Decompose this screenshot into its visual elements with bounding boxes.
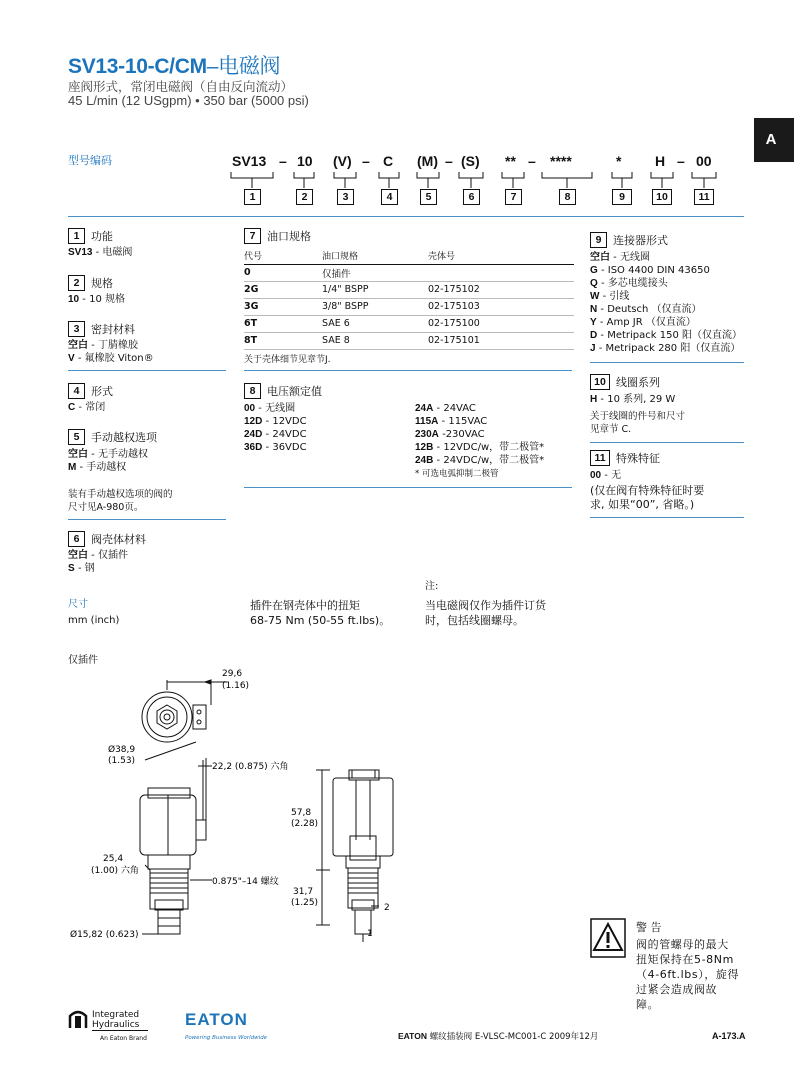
section-8-line: 36D - 36VDC <box>244 442 307 453</box>
table-header: 壳体号 <box>428 247 574 264</box>
divider <box>92 1030 148 1031</box>
table-row: 8T SAE 8 02-175101 <box>244 332 574 349</box>
code-dash: – <box>677 153 685 169</box>
warning-title: 警 告 <box>636 921 662 934</box>
divider <box>590 362 744 363</box>
table-row: 3G 3/8" BSPP 02-175103 <box>244 298 574 315</box>
port-2-label: 2 <box>384 903 390 913</box>
section-9-line: W - 引线 <box>590 291 630 302</box>
section-4-header: 4 形式 <box>68 383 113 399</box>
code-seg-seal: (V) <box>333 153 352 169</box>
section-9-line: Q - 多芯电缆接头 <box>590 278 668 289</box>
dim-height-1: 57,8 <box>291 808 312 818</box>
dim-thread: 0.875"–14 螺纹 <box>212 877 279 887</box>
section-6-line: 空白 - 仅插件 <box>68 550 128 561</box>
section-3-header: 3 密封材料 <box>68 321 135 337</box>
section-11-header: 11 特殊特征 <box>590 450 660 466</box>
section-3-line: V - 氟橡胶 Viton® <box>68 353 154 364</box>
code-dash: – <box>362 153 370 169</box>
port-1-label: 1 <box>367 929 373 939</box>
dim-hex-nut: 22,2 (0.875) 六角 <box>212 762 289 772</box>
table-row: 0 仅插件 <box>244 264 574 281</box>
table-header: 油口规格 <box>322 247 428 264</box>
divider <box>68 216 744 217</box>
drawing-label: 仅插件 <box>68 655 98 666</box>
section-8-line: 24D - 24VDC <box>244 429 307 440</box>
code-number-11: 11 <box>694 189 714 205</box>
subtitle-description: 座阀形式，常闭电磁阀（自由反向流动） <box>68 79 294 94</box>
section-5-line: 空白 - 无手动越权 <box>68 449 148 460</box>
section-5-header: 5 手动越权选项 <box>68 429 157 445</box>
code-seg-sv13: SV13 <box>232 153 267 169</box>
divider <box>68 370 226 371</box>
divider <box>590 517 744 518</box>
section-9-line: 空白 - 无线圈 <box>590 252 650 263</box>
section-1-header: 1 功能 <box>68 228 113 244</box>
code-number-4: 4 <box>381 189 398 205</box>
table-row: 2G 1/4" BSPP 02-175102 <box>244 281 574 298</box>
model-code-brackets <box>0 0 794 200</box>
section-2-line: 10 - 10 规格 <box>68 294 125 305</box>
section-8-line: 00 - 无线圈 <box>244 403 296 414</box>
code-seg-coil: H <box>655 153 666 169</box>
section-1-line: SV13 - 电磁阀 <box>68 247 133 258</box>
dim-top-value: 29,6 <box>222 669 243 679</box>
dim-hex-body-inch: (1.00) 六角 <box>91 866 139 876</box>
code-number-2: 2 <box>296 189 313 205</box>
section-6-line: S - 钢 <box>68 563 95 574</box>
model-code-label: 型号编码 <box>68 154 112 167</box>
section-6-header: 6 阀壳体材料 <box>68 531 146 547</box>
code-dash: – <box>279 153 287 169</box>
subtitle-spec: 45 L/min (12 USgpm) • 350 bar (5000 psi) <box>68 93 309 108</box>
section-10-header: 10 线圈系列 <box>590 374 660 390</box>
dimensions-label: 尺寸 <box>68 599 88 610</box>
section-11-line: 00 - 无 <box>590 470 622 481</box>
section-11-note: (仅在阀有特殊特征时要 求, 如果“00”, 省略。) <box>590 484 705 511</box>
code-dash: – <box>528 153 536 169</box>
warning-text: 阀的管螺母的最大 扭矩保持在5-8Nm （4-6ft.lbs），旋得 过紧会造成阀故 障。 <box>636 938 740 1011</box>
section-8-header: 8 电压额定值 <box>244 383 322 399</box>
section-9-line: D - Metripack 150 阳（仅直流） <box>590 330 742 341</box>
warning-icon <box>590 918 626 958</box>
table-header: 代号 <box>244 247 322 264</box>
dim-height-1-inch: (2.28) <box>291 819 319 829</box>
dim-diameter-bottom: Ø15,82 (0.623) <box>70 930 139 940</box>
section-8-note: * 可选电弧抑制二极管 <box>415 469 499 479</box>
section-8-line: 12B - 12VDC/w，带二极管* <box>415 442 545 453</box>
page-number: A-173.A <box>712 1031 746 1041</box>
dim-height-2: 31,7 <box>293 887 314 897</box>
section-9-line: G - ISO 4400 DIN 43650 <box>590 265 710 276</box>
section-8-line: 24B - 24VDC/w，带二极管* <box>415 455 545 466</box>
code-number-10: 10 <box>652 189 672 205</box>
section-7-note: 关于壳体细节见章节J. <box>244 355 331 365</box>
divider <box>68 519 226 520</box>
section-4-line: C - 常闭 <box>68 402 106 413</box>
code-seg-override: (M) <box>417 153 438 169</box>
section-10-note: 关于线圈的件号和尺寸 见章节 C. <box>590 411 686 435</box>
code-seg-port: ** <box>505 153 516 169</box>
divider <box>590 442 744 443</box>
code-seg-size: 10 <box>297 153 313 169</box>
section-2-header: 2 规格 <box>68 275 113 291</box>
integrated-hydraulics-logo-icon <box>68 1010 88 1030</box>
section-8-line: 24A - 24VAC <box>415 403 476 414</box>
section-7-header: 7 油口规格 <box>244 228 311 244</box>
section-8-line: 115A - 115VAC <box>415 416 488 427</box>
section-8-line: 230A -230VAC <box>415 429 485 440</box>
section-5-note: 装有手动越权选项的阀的 尺寸见A-980页。 <box>68 489 173 513</box>
divider <box>244 487 572 488</box>
eaton-tagline: Powering Business Worldwide <box>185 1035 268 1041</box>
section-9-line: J - Metripack 280 阳（仅直流） <box>590 343 741 354</box>
table-row: 6T SAE 6 02-175100 <box>244 315 574 332</box>
code-number-8: 8 <box>559 189 576 205</box>
dim-diameter: Ø38,9 <box>108 745 136 755</box>
section-10-line: H - 10 系列, 29 W <box>590 394 676 405</box>
section-9-line: Y - Amp JR （仅直流） <box>590 317 696 328</box>
code-number-9: 9 <box>612 189 632 205</box>
code-number-5: 5 <box>420 189 437 205</box>
integrated-hydraulics-logo: Integrated Hydraulics <box>92 1010 140 1030</box>
torque-note: 插件在钢壳体中的扭矩 68-75 Nm (50-55 ft.lbs)。 <box>250 599 391 627</box>
integrated-hydraulics-tagline: An Eaton Brand <box>100 1035 147 1042</box>
note-label: 注: <box>425 581 439 592</box>
section-3-line: 空白 - 丁腈橡胶 <box>68 340 138 351</box>
section-9-line: N - Deutsch （仅直流） <box>590 304 702 315</box>
section-8-line: 12D - 12VDC <box>244 416 307 427</box>
code-dash: – <box>445 153 453 169</box>
valve-drawing <box>0 660 480 950</box>
dim-diameter-inch: (1.53) <box>108 756 136 766</box>
page-title: SV13-10-C/CM–电磁阀 <box>68 55 281 78</box>
code-number-3: 3 <box>337 189 354 205</box>
note-text: 当电磁阀仅作为插件订货 时，包括线圈螺母。 <box>425 599 546 627</box>
code-seg-body: (S) <box>461 153 480 169</box>
code-seg-type: C <box>383 153 394 169</box>
dimensions-unit: mm (inch) <box>68 615 120 626</box>
code-seg-voltage: **** <box>550 153 572 169</box>
eaton-logo: EATON <box>185 1010 248 1029</box>
coil-outline-top <box>142 692 192 742</box>
port-size-table <box>244 247 574 350</box>
section-5-line: M - 手动越权 <box>68 462 127 473</box>
dim-top-inch: (1.16) <box>222 681 250 691</box>
divider <box>244 370 572 371</box>
footer-publication: EATON 螺纹插装阀 E-VLSC-MC001-C 2009年12月 <box>398 1031 599 1042</box>
dim-hex-body: 25,4 <box>103 854 124 864</box>
section-tab[interactable]: A <box>754 118 794 162</box>
code-number-1: 1 <box>244 189 261 205</box>
dim-height-2-inch: (1.25) <box>291 898 319 908</box>
code-number-6: 6 <box>463 189 480 205</box>
code-seg-special: 00 <box>696 153 712 169</box>
section-9-header: 9 连接器形式 <box>590 232 668 248</box>
code-number-7: 7 <box>505 189 522 205</box>
code-seg-connector: * <box>616 153 622 169</box>
